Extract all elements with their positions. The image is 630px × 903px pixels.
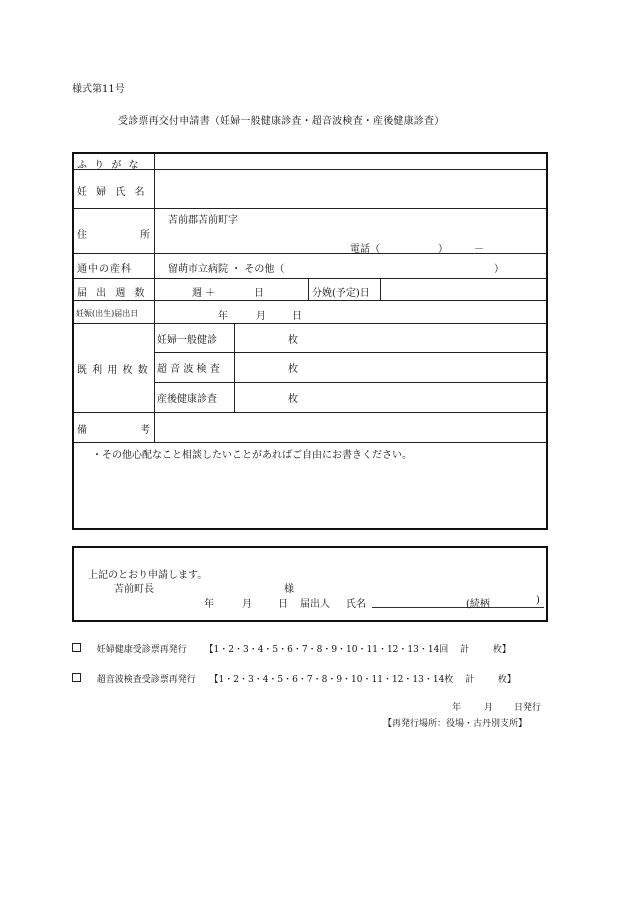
issue-year: 年 [452,703,462,713]
declaration-statement: 上記のとおり申請します。 [88,570,208,581]
reissue-unit: 枚】 [497,675,516,685]
declaration-year: 年 [204,599,214,610]
consultation-textarea[interactable] [78,460,544,524]
used-row-unit: 枚 [288,394,298,405]
issue-month: 月 [484,703,494,713]
reissue-total: 計 [460,645,470,655]
used-row-unit: 枚 [288,335,298,346]
notification-month: 月 [256,311,266,322]
address-prefill: 苫前郡苫前町字 [168,215,238,226]
used-count-field[interactable] [238,356,284,378]
furigana-label: ふ り が な [77,160,141,171]
declaration-month: 月 [242,599,252,610]
reissue-options: 【1・2・3・4・5・6・7・8・9・10・11・12・13・14枚 [209,675,454,685]
reissue-label: 妊婦健康受診票再発行 [96,645,187,655]
remarks-field[interactable] [156,415,546,440]
reissue-label: 超音波検査受診票再発行 [96,675,196,685]
applicant-label: 届出人 [300,599,330,610]
consultation-note: ・その他心配なこと相談したいことがあればご自由にお書きください。 [92,450,412,461]
address-label-start: 住 [77,230,87,241]
applicant-name-label: 氏名 [346,599,366,610]
used-row-unit: 枚 [288,364,298,375]
application-form-table [72,152,548,530]
reissue-row [72,672,516,685]
weeks-value[interactable]: 週 ＋ [192,288,216,299]
relation-close: ) [536,595,540,606]
remarks-label-start: 備 [77,425,87,436]
weeks-days-unit: 日 [254,288,264,299]
remarks-label-end: 考 [140,425,150,436]
notification-day: 日 [292,311,302,322]
reissue-options: 【1・2・3・4・5・6・7・8・9・10・11・12・13・14回 [204,645,449,655]
declaration-box [72,546,548,622]
notification-year: 年 [218,311,228,322]
page-title: 受診票再交付申請書（妊婦一般健康診査・超音波検査・産後健康診査） [118,116,445,127]
notification-date-field[interactable] [156,302,546,322]
checkbox[interactable] [72,673,81,682]
weeks-label: 届 出 週 数 [77,288,148,299]
hospital-label: 通中の産科 [77,264,132,275]
notification-date-label: 妊娠(出生)届出日 [76,309,139,318]
address-label-end: 所 [140,230,150,241]
name-label: 妊 婦 氏 名 [77,187,148,198]
declaration-day: 日 [278,599,288,610]
honorific: 様 [284,584,294,595]
form-number: 様式第11号 [72,84,125,95]
phone-area-field[interactable] [386,238,438,251]
hospital-other-field[interactable] [322,258,492,272]
due-date-field[interactable] [383,280,545,298]
checkbox[interactable] [72,643,81,652]
hospital-paren-close: ） [494,264,504,275]
hospital-options[interactable]: 留萌市立病院 ・ その他（ [168,264,285,275]
due-date-label: 分娩(予定)日 [312,288,370,299]
reissue-row [72,642,511,655]
used-row-label: 産後健康診査 [157,394,217,405]
reissue-unit: 枚】 [492,645,511,655]
relation-open: (続柄 [466,599,490,610]
used-row-label: 妊婦一般健診 [157,335,217,346]
addressee: 苫前町長 [114,584,154,595]
phone-label: 電話（ [350,244,380,255]
relation-field[interactable] [496,592,532,606]
phone-paren-close: ） [438,244,448,255]
address-field[interactable] [234,212,544,234]
used-count-label: 既 利 用 枚 数 [77,365,149,376]
issue-place: 【再発行場所：役場・古丹別支所】 [383,719,528,729]
issue-day: 日発行 [514,703,542,713]
phone-dash: － [474,244,484,255]
applicant-name-field[interactable] [374,592,464,606]
used-count-field[interactable] [238,386,284,408]
used-count-field[interactable] [238,327,284,349]
used-row-label: 超 音 波 検 査 [157,364,220,375]
reissue-total: 計 [465,675,475,685]
name-field[interactable] [156,171,546,207]
furigana-field[interactable] [156,155,546,168]
